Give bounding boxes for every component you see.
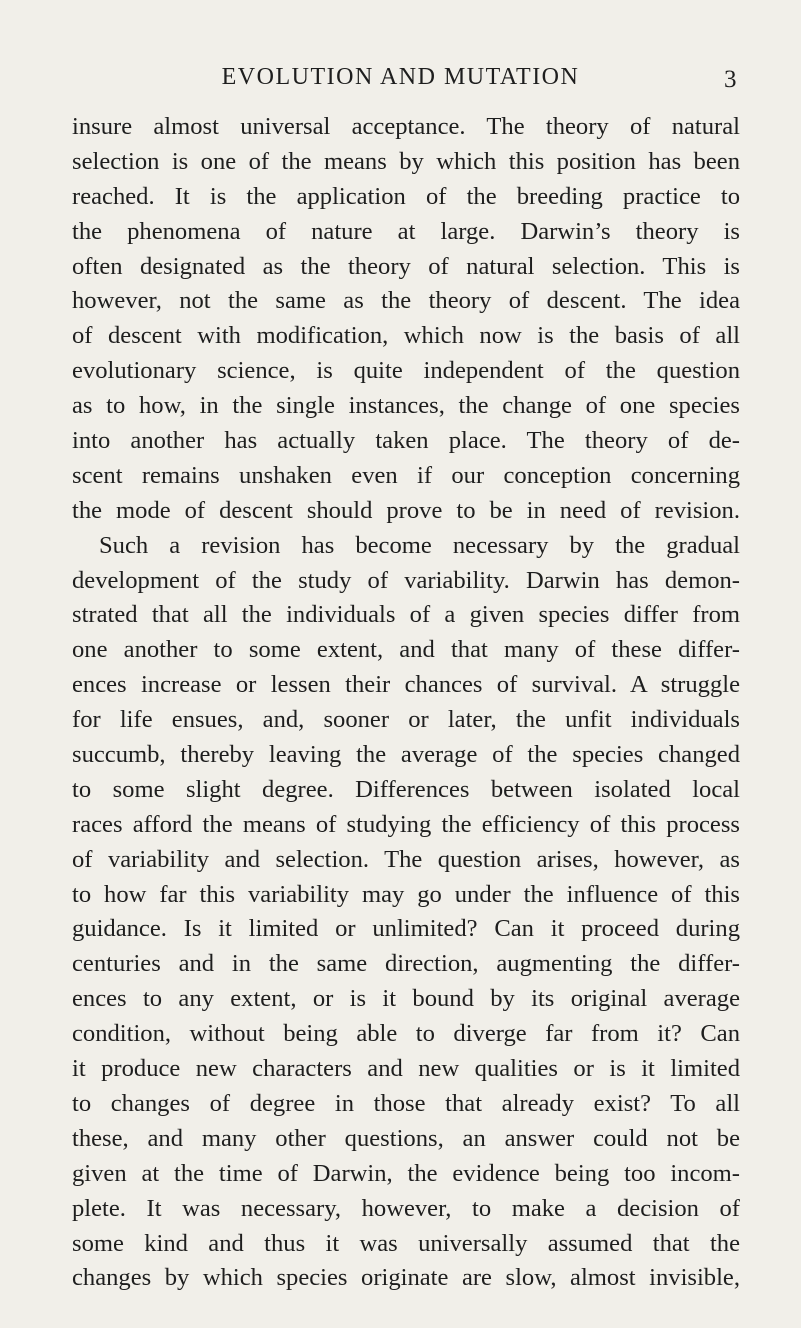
text-line: into another has actually taken place. The theory of de- [72,427,740,455]
text-line: of variability and selection. The question arises, however, as [72,845,740,873]
text-line: however, not the same as the theory of descent. The idea [72,287,740,315]
text-line: guidance. Is it limited or unlimited? Can it proceed during [72,915,740,943]
text-line: scent remains unshaken even if our conception concerning [72,461,740,489]
text-line: of descent with modification, which now is the basis of all [72,322,740,350]
running-title: EVOLUTION AND MUTATION [221,64,580,90]
text-line: ences to any extent, or is it bound by its original average [72,985,740,1013]
text-line: races afford the means of studying the efficiency of this process [72,810,740,838]
text-line: condition, without being able to diverge far from it? Can [72,1020,740,1048]
body-text [72,110,740,1296]
text-line: given at the time of Darwin, the evidence being too incom- [72,1159,740,1187]
text-line: centuries and in the same direction, augmenting the differ- [72,950,740,978]
text-line: changes by which species originate are slow, almost invisible, [72,1264,740,1292]
text-line: to changes of degree in those that already exist? To all [72,1089,740,1117]
text-line: it produce new characters and new qualities or is it limited [72,1055,740,1083]
text-line: plete. It was necessary, however, to make a decision of [72,1194,740,1222]
text-line: succumb, thereby leaving the average of the species changed [72,741,740,769]
text-line: to some slight degree. Differences between isolated local [72,775,740,803]
text-line: ences increase or lessen their chances of survival. A struggle [72,671,740,699]
running-head [0,60,801,94]
text-line: as to how, in the single instances, the change of one species [72,392,740,420]
text-line: to how far this variability may go under the influence of this [72,880,740,908]
text-line: often designated as the theory of natural selection. This is [72,252,740,280]
text-line: strated that all the individuals of a given species differ from [72,601,740,629]
text-line: reached. It is the application of the breeding practice to [72,182,740,210]
text-line: for life ensues, and, sooner or later, the unfit individuals [72,706,740,734]
text-line: one another to some extent, and that many of these differ- [72,636,740,664]
text-line: the phenomena of nature at large. Darwin’s theory is [72,217,740,245]
text-line: these, and many other questions, an answer could not be [72,1124,740,1152]
text-line: some kind and thus it was universally assumed that the [72,1229,740,1257]
text-line-paragraph-start: Such a revision has become necessary by the gradual [99,531,740,559]
text-line: the mode of descent should prove to be in need of revision. [72,496,740,524]
text-line: evolutionary science, is quite independent of the question [72,357,740,385]
text-line: development of the study of variability. Darwin has demon- [72,566,740,594]
text-line: insure almost universal acceptance. The theory of natural [72,113,740,140]
page-number: 3 [724,66,737,93]
text-line: selection is one of the means by which this position has been [72,147,740,175]
